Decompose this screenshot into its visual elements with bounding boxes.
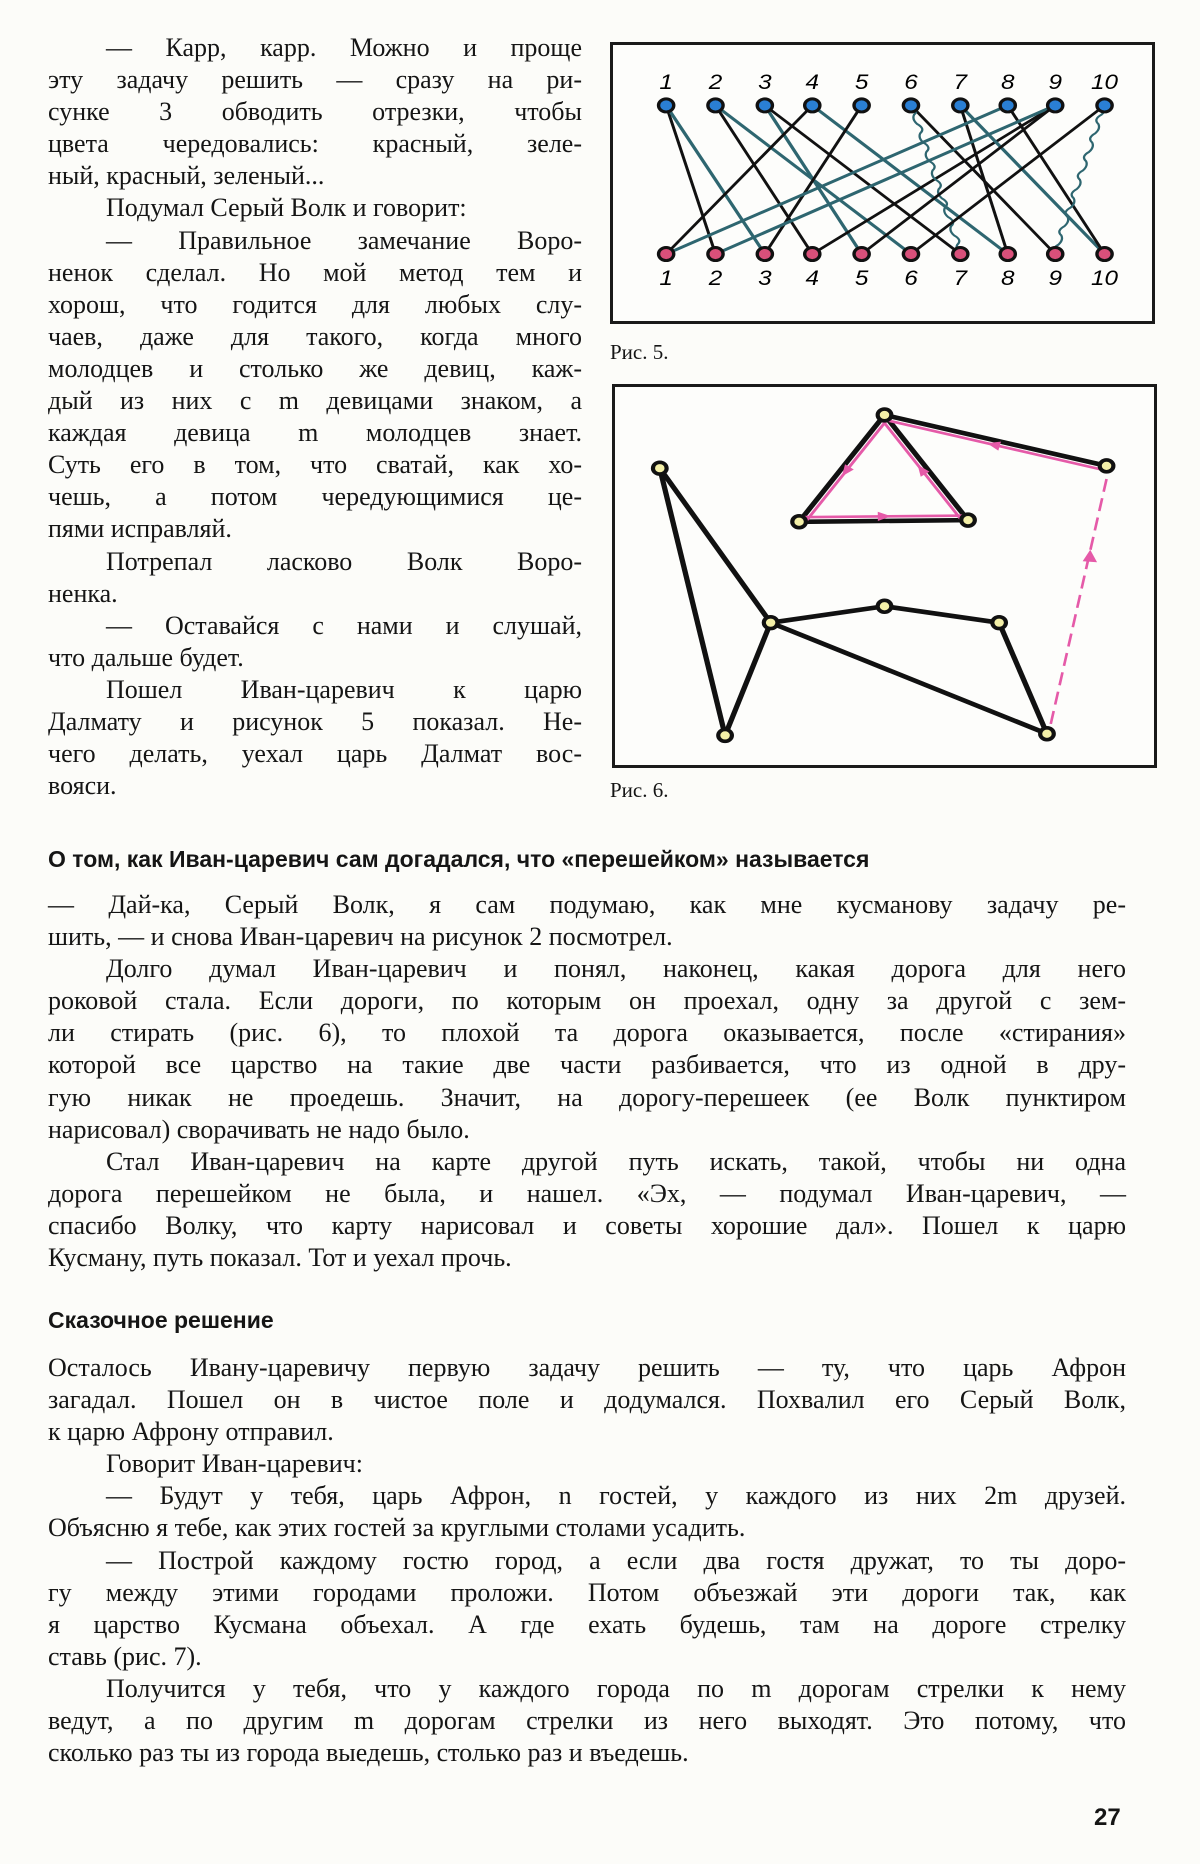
text-line: — Карр, карр. Можно и проще <box>106 33 582 62</box>
bottom-node <box>953 248 968 261</box>
page-number: 27 <box>1094 1804 1121 1831</box>
bottom-node <box>708 248 723 261</box>
paragraph <box>48 1480 1126 1544</box>
road-edge <box>799 415 884 522</box>
bottom-node-label: 1 <box>659 265 673 290</box>
text-line: вояси. <box>48 771 117 801</box>
text-line: молодцев и столько же девиц, каж- <box>48 353 582 383</box>
text-line: ведут, а по другим m дорогам стрелки из него выходят. Это потому, что <box>48 1706 1126 1736</box>
text-line: ный, красный, зеленый... <box>48 161 325 191</box>
text-line: ненка. <box>48 578 118 608</box>
paragraph <box>48 546 582 610</box>
text-line: Говорит Иван-царевич: <box>106 1449 363 1479</box>
text-line: — Правильное замечание Воро- <box>106 225 582 255</box>
paragraph <box>48 1352 1126 1448</box>
text-line: Далмату и рисунок 5 показал. Не- <box>48 706 582 736</box>
black-edge <box>666 105 715 254</box>
road-edge <box>885 606 1000 622</box>
bottom-node-label: 10 <box>1091 265 1119 290</box>
left-column-text <box>48 32 582 802</box>
wavy-edge <box>1053 105 1105 254</box>
top-node-label: 1 <box>659 69 673 94</box>
top-node-label: 7 <box>953 69 968 94</box>
city-node <box>878 409 892 421</box>
text-line: Пошел Иван-царевич к царю <box>106 674 582 704</box>
top-node-label: 4 <box>805 69 820 94</box>
road-edge <box>799 520 968 522</box>
road-edge <box>660 468 725 735</box>
text-line: Объясню я тебе, как этих гостей за круглыми столами усадить. <box>48 1513 746 1543</box>
bottom-node-label: 4 <box>805 265 820 290</box>
section-2-text <box>48 1352 1126 1769</box>
top-node <box>659 99 674 112</box>
text-line: чешь, а потом чередующимися це- <box>48 482 582 512</box>
top-node-label: 10 <box>1091 69 1119 94</box>
text-line: ли стирать (рис. 6), то плохой та дорога оказывается, после «стирания» <box>48 1018 1126 1048</box>
text-line: дый из них с m девицами знаком, а <box>48 386 582 416</box>
text-line: сколько раз ты из города выедешь, столько раз и въедешь. <box>48 1738 689 1768</box>
top-node <box>805 99 820 112</box>
text-line: чаев, даже для такого, когда много <box>48 321 582 351</box>
text-line: ненок сделал. Но мой метод тем и <box>48 257 582 287</box>
top-node <box>1000 99 1015 112</box>
top-node-label: 6 <box>904 69 918 94</box>
section-heading-fairy-solution: Сказочное решение <box>48 1307 274 1333</box>
text-line: каждая девица m молодцев знает. <box>48 418 582 448</box>
paragraph <box>48 192 582 224</box>
city-node <box>764 617 778 629</box>
paragraph <box>48 1673 1126 1769</box>
section-1-text <box>48 889 1126 1274</box>
text-line: Стал Иван-царевич на карте другой путь искать, такой, чтобы ни одна <box>106 1146 1126 1176</box>
paragraph <box>48 610 582 674</box>
text-line: — Дай-ка, Серый Волк, я сам подумаю, как мне кусманову задачу ре- <box>48 890 1126 919</box>
text-line: Получится у тебя, что у каждого города по m дорогам стрелки к нему <box>106 1673 1126 1703</box>
city-node <box>792 516 806 528</box>
bottom-node <box>903 248 918 261</box>
text-line: Кусману, путь показал. Тот и уехал прочь. <box>48 1243 512 1273</box>
paragraph <box>48 1545 1126 1673</box>
paragraph <box>48 1448 1126 1480</box>
bottom-node <box>805 248 820 261</box>
text-line: гую никак не проедешь. Значит, на дорогу-перешеек (ее Волк пунктиром <box>48 1082 1126 1112</box>
direction-arrow-icon <box>987 442 1001 451</box>
text-line: хорош, что годится для любых слу- <box>48 289 582 319</box>
city-node <box>1040 728 1054 740</box>
black-edge <box>1008 105 1105 254</box>
text-line: к царю Афрону отправил. <box>48 1417 334 1447</box>
figure-5 <box>610 42 1155 324</box>
paragraph <box>48 32 582 192</box>
bottom-node-label: 9 <box>1048 265 1062 290</box>
top-node <box>854 99 869 112</box>
bottom-node-label: 5 <box>854 265 869 290</box>
top-node-label: 5 <box>854 69 869 94</box>
bottom-node-label: 7 <box>953 265 968 290</box>
paragraph <box>48 225 582 546</box>
text-line: шить, — и снова Иван-царевич на рисунок 2 посмотрел. <box>48 922 673 952</box>
text-line: сунке 3 обводить отрезки, чтобы <box>48 97 582 127</box>
city-node <box>1100 460 1114 472</box>
top-node-label: 8 <box>1001 69 1015 94</box>
top-node-label: 2 <box>708 69 723 94</box>
top-node-label: 3 <box>758 69 772 94</box>
bottom-node <box>1097 248 1112 261</box>
bottom-node <box>1048 248 1063 261</box>
top-node <box>953 99 968 112</box>
text-line: — Построй каждому гостю город, а если два гостя дружат, то ты доро- <box>106 1545 1126 1575</box>
text-line: что дальше будет. <box>48 642 244 672</box>
top-node <box>708 99 723 112</box>
text-line: ставь (рис. 7). <box>48 1641 202 1671</box>
text-line: которой все царство на такие две части разбивается, что из одной в дру- <box>48 1050 1126 1080</box>
text-line: Суть его в том, что сватай, как хо- <box>48 450 582 480</box>
top-node-label: 9 <box>1048 69 1062 94</box>
paragraph <box>48 953 1126 1146</box>
text-line: роковой стала. Если дороги, по которым он проехал, одну за другой с зем- <box>48 986 1126 1016</box>
city-node <box>992 617 1006 629</box>
figure-5-graph <box>613 45 1152 321</box>
bottom-node <box>757 248 772 261</box>
road-edge <box>725 623 771 736</box>
top-node <box>757 99 772 112</box>
text-line: Подумал Серый Волк и говорит: <box>106 193 467 223</box>
city-node <box>961 514 975 526</box>
figure-6-graph <box>615 387 1154 765</box>
text-line: спасибо Волку, что карту нарисовал и советы хорошие дал». Пошел к царю <box>48 1210 1126 1240</box>
city-node <box>653 462 667 474</box>
city-node <box>878 600 892 612</box>
text-line: я царство Кусмана объехал. А где ехать будешь, там на дороге стрелку <box>48 1609 1126 1639</box>
figure-6-caption: Рис. 6. <box>610 778 669 802</box>
teal-edge <box>715 105 1055 254</box>
text-line: пями исправляй. <box>48 514 232 544</box>
figure-5-caption: Рис. 5. <box>610 340 669 364</box>
top-node <box>1097 99 1112 112</box>
text-line: нарисовал) сворачивать не надо было. <box>48 1114 470 1144</box>
top-node <box>1048 99 1063 112</box>
text-line: дорога перешейком не была, и нашел. «Эх, — подумал Иван-царевич, — <box>48 1178 1126 1208</box>
city-node <box>718 730 732 742</box>
text-line: чего делать, уехал царь Далмат вос- <box>48 739 582 769</box>
paragraph <box>48 674 582 802</box>
black-edge <box>666 105 812 254</box>
bottom-node <box>854 248 869 261</box>
paragraph <box>48 1146 1126 1274</box>
text-line: эту задачу решить — сразу на ри- <box>48 65 582 95</box>
teal-edge <box>812 105 1007 254</box>
text-line: Долго думал Иван-царевич и понял, наконец, какая дорога для него <box>106 954 1126 984</box>
text-line: Осталось Ивану-царевичу первую задачу решить — ту, что царь Афрон <box>48 1353 1126 1382</box>
direction-arrow-icon <box>1083 550 1097 562</box>
text-line: — Будут у тебя, царь Афрон, n гостей, у каждого из них 2m друзей. <box>106 1481 1126 1511</box>
bottom-node-label: 2 <box>708 265 723 290</box>
road-edge <box>771 606 885 622</box>
text-line: загадал. Пошел он в чистое поле и додумался. Похвалил его Серый Волк, <box>48 1385 1126 1415</box>
bottom-node-label: 6 <box>904 265 918 290</box>
text-line: гу между этими городами проложи. Потом объезжай эти дороги так, как <box>48 1577 1126 1607</box>
figure-6 <box>612 384 1157 768</box>
bottom-node-label: 8 <box>1001 265 1015 290</box>
text-line: — Оставайся с нами и слушай, <box>106 610 582 640</box>
bottom-node <box>659 248 674 261</box>
section-heading-isthmus: О том, как Иван-царевич сам догадался, что «перешейком» называется <box>48 846 870 872</box>
text-line: цвета чередовались: красный, зеле- <box>48 129 582 159</box>
bottom-node <box>1000 248 1015 261</box>
paragraph <box>48 889 1126 953</box>
top-node <box>903 99 918 112</box>
text-line: Потрепал ласково Волк Воро- <box>106 546 582 576</box>
bottom-node-label: 3 <box>758 265 772 290</box>
isthmus-dashed-edge <box>1051 479 1107 724</box>
